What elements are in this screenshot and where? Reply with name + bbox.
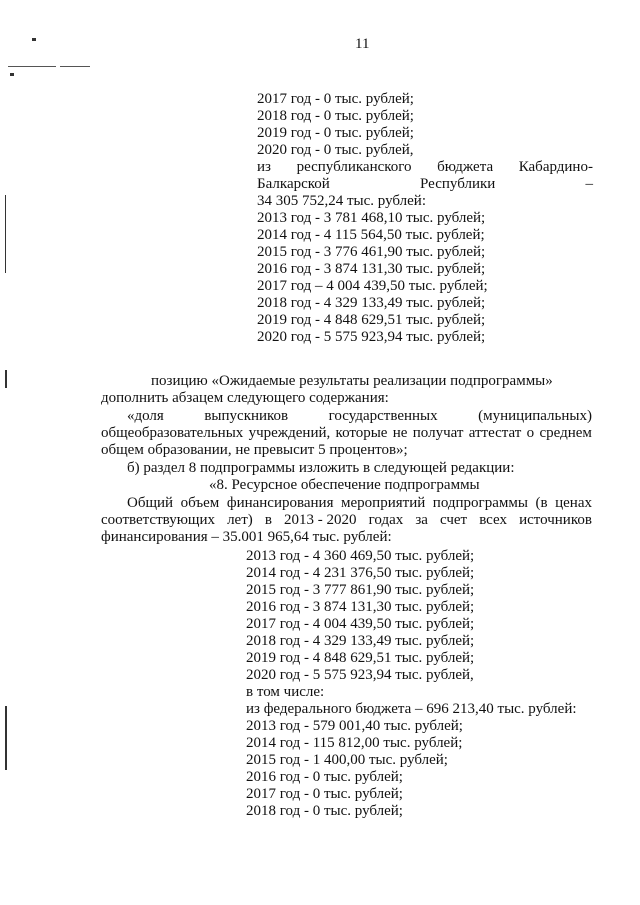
scan-margin-line <box>5 370 7 388</box>
year-line: 2017 год - 4 004 439,50 тыс. рублей; <box>246 616 475 632</box>
year-line: 2019 год - 4 848 629,51 тыс. рублей; <box>257 312 486 328</box>
year-line: 2016 год - 0 тыс. рублей; <box>246 769 403 785</box>
republican-budget-total: 34 305 752,24 тыс. рублей: <box>257 193 426 209</box>
year-line: 2015 год - 1 400,00 тыс. рублей; <box>246 752 448 768</box>
scan-mark <box>32 38 36 41</box>
word: всех <box>479 512 507 528</box>
quote-line <box>101 425 592 442</box>
total-financing-line <box>127 495 592 512</box>
word: среднем <box>539 425 592 441</box>
section-b-line: б) раздел 8 подпрограммы изложить в следующей редакции: <box>127 460 515 476</box>
word: Кабардино- <box>518 159 593 175</box>
year-line: 2015 год - 3 776 461,90 тыс. рублей; <box>257 244 486 260</box>
quote-line <box>127 408 592 425</box>
word: бюджета <box>437 159 494 175</box>
word: «доля <box>127 408 164 424</box>
word: общеобразовательных <box>101 425 244 441</box>
supplement-line: дополнить абзацем следующего содержания: <box>101 390 389 406</box>
word: лет) <box>227 512 253 528</box>
scan-margin-line <box>5 706 7 770</box>
year-line: 2016 год - 3 874 131,30 тыс. рублей; <box>257 261 486 277</box>
word: объем <box>180 495 220 511</box>
total-financing-line <box>101 512 592 529</box>
in-total-line: в том числе: <box>246 684 325 700</box>
year-line: 2020 год - 5 575 923,94 тыс. рублей; <box>257 329 486 345</box>
scan-margin-line <box>5 195 6 273</box>
federal-budget-total: из федерального бюджета – 696 213,40 тыс. рублей: <box>246 701 577 717</box>
word: счет <box>439 512 468 528</box>
word: ценах <box>555 495 592 511</box>
word: аттестат <box>468 425 522 441</box>
word: не <box>392 425 408 441</box>
word: мероприятий <box>341 495 426 511</box>
word: получат <box>412 425 464 441</box>
page-number: 11 <box>355 36 370 52</box>
word: выпускников <box>204 408 289 424</box>
year-line: 2019 год - 4 848 629,51 тыс. рублей; <box>246 650 475 666</box>
year-line: 2020 год - 0 тыс. рублей, <box>257 142 414 158</box>
year-line: 2015 год - 3 777 861,90 тыс. рублей; <box>246 582 475 598</box>
scan-mark <box>10 73 14 76</box>
word: республиканского <box>296 159 412 175</box>
year-line: 2019 год - 0 тыс. рублей; <box>257 125 414 141</box>
year-line: 2018 год - 4 329 133,49 тыс. рублей; <box>246 633 475 649</box>
year-line: 2013 год - 4 360 469,50 тыс. рублей; <box>246 548 475 564</box>
word: за <box>415 512 428 528</box>
year-line: 2018 год - 4 329 133,49 тыс. рублей; <box>257 295 486 311</box>
year-line: 2014 год - 4 115 564,50 тыс. рублей; <box>257 227 485 243</box>
scan-dash <box>8 66 56 67</box>
year-line: 2014 год - 4 231 376,50 тыс. рублей; <box>246 565 475 581</box>
word: Общий <box>127 495 174 511</box>
word: (в <box>535 495 548 511</box>
year-line: 2017 год - 0 тыс. рублей; <box>246 786 403 802</box>
scan-dash <box>60 66 90 67</box>
year-line: 2013 год - 3 781 468,10 тыс. рублей; <box>257 210 486 226</box>
word: соответствующих <box>101 512 215 528</box>
word: годах <box>368 512 404 528</box>
year-line: 2020 год - 5 575 923,94 тыс. рублей, <box>246 667 474 683</box>
year-line: 2018 год - 0 тыс. рублей; <box>257 108 414 124</box>
word: Республики <box>420 176 496 192</box>
word: – <box>585 176 593 192</box>
total-financing-line: финансирования – 35.001 965,64 тыс. рублей: <box>101 529 392 545</box>
word: 2013 - 2020 <box>284 512 357 528</box>
year-line: 2018 год - 0 тыс. рублей; <box>246 803 403 819</box>
republican-budget-line <box>257 176 593 193</box>
word: (муниципальных) <box>478 408 592 424</box>
quote-line: общем образовании, не превысит 5 процентов»; <box>101 442 408 458</box>
word: в <box>264 512 272 528</box>
word: государственных <box>328 408 438 424</box>
word: источников <box>519 512 592 528</box>
word: которые <box>335 425 388 441</box>
word: Балкарской <box>257 176 330 192</box>
word: подпрограммы <box>432 495 528 511</box>
word: финансирования <box>226 495 334 511</box>
section-title: «8. Ресурсное обеспечение подпрограммы <box>209 477 480 493</box>
year-line: 2014 год - 115 812,00 тыс. рублей; <box>246 735 463 751</box>
position-line: позицию «Ожидаемые результаты реализации подпрограммы» <box>151 373 553 389</box>
year-line: 2016 год - 3 874 131,30 тыс. рублей; <box>246 599 475 615</box>
word: из <box>257 159 271 175</box>
year-line: 2017 год – 4 004 439,50 тыс. рублей; <box>257 278 488 294</box>
year-line: 2017 год - 0 тыс. рублей; <box>257 91 414 107</box>
word: о <box>526 425 535 441</box>
word: учреждений, <box>248 425 331 441</box>
republican-budget-line <box>257 159 593 176</box>
year-line: 2013 год - 579 001,40 тыс. рублей; <box>246 718 463 734</box>
